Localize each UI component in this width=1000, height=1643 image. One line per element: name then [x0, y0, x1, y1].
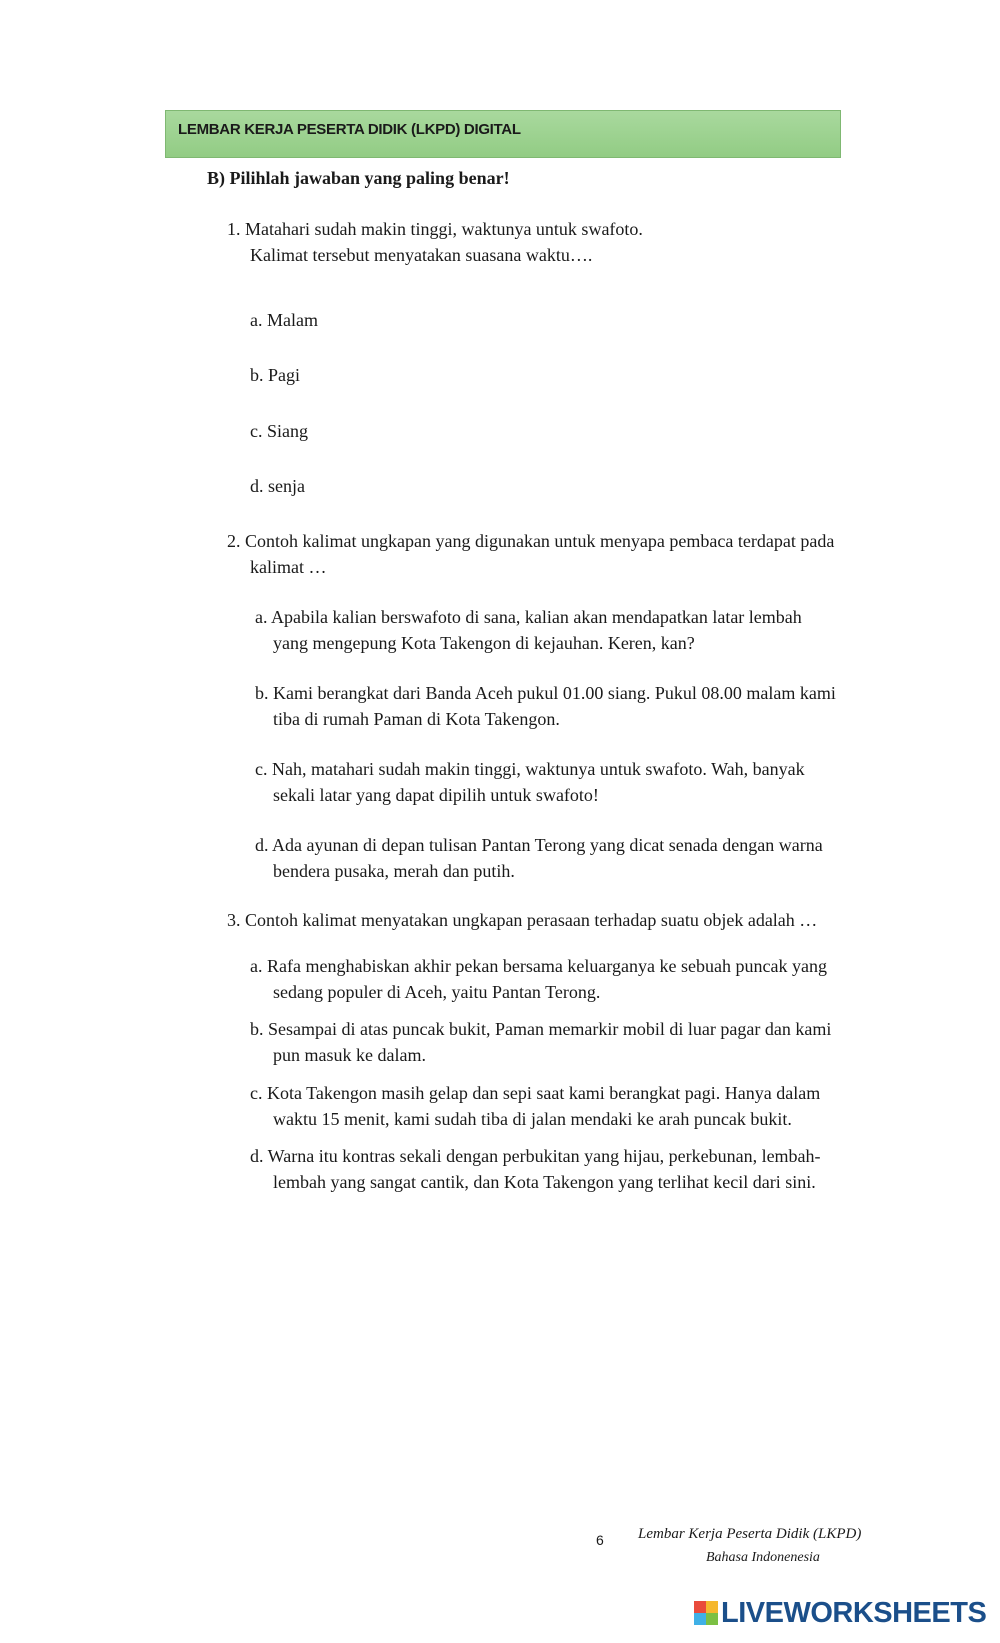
liveworksheets-text: LIVEWORKSHEETS: [721, 1596, 987, 1629]
question-1-option-c[interactable]: c. Siang: [250, 421, 308, 441]
liveworksheets-watermark[interactable]: [694, 1596, 986, 1630]
question-3-option-c-line-2: waktu 15 menit, kami sudah tiba di jalan mendaki ke arah puncak bukit.: [273, 1109, 792, 1129]
question-3-option-a-line-1: a. Rafa menghabiskan akhir pekan bersama keluarganya ke sebuah puncak yang: [250, 956, 827, 976]
question-2-option-d-line-1: d. Ada ayunan di depan tulisan Pantan Terong yang dicat senada dengan warna: [255, 835, 823, 855]
page-number: 6: [596, 1532, 604, 1548]
question-3-option-b-line-2: pun masuk ke dalam.: [273, 1045, 426, 1065]
question-1-option-d[interactable]: d. senja: [250, 476, 305, 496]
question-1-line-2: Kalimat tersebut menyatakan suasana waktu….: [250, 245, 593, 265]
question-2-line-2: kalimat …: [250, 557, 327, 577]
question-3-option-d-line-2: lembah yang sangat cantik, dan Kota Takengon yang terlihat kecil dari sini.: [273, 1172, 816, 1192]
question-2-option-c-line-1: c. Nah, matahari sudah makin tinggi, waktunya untuk swafoto. Wah, banyak: [255, 759, 805, 779]
section-instruction: B) Pilihlah jawaban yang paling benar!: [207, 168, 510, 188]
question-3-line-1: 3. Contoh kalimat menyatakan ungkapan perasaan terhadap suatu objek adalah …: [227, 910, 818, 930]
lkpd-header-title: LEMBAR KERJA PESERTA DIDIK (LKPD) DIGITAL: [178, 121, 521, 138]
question-2-line-1: 2. Contoh kalimat ungkapan yang digunakan untuk menyapa pembaca terdapat pada: [227, 531, 835, 551]
question-1-option-a[interactable]: a. Malam: [250, 310, 318, 330]
question-3-option-a-line-2: sedang populer di Aceh, yaitu Pantan Terong.: [273, 982, 601, 1002]
question-2-option-b-line-2: tiba di rumah Paman di Kota Takengon.: [273, 709, 560, 729]
question-1-option-b[interactable]: b. Pagi: [250, 365, 301, 385]
question-2-option-b-line-1: b. Kami berangkat dari Banda Aceh pukul 01.00 siang. Pukul 08.00 malam kami: [255, 683, 836, 703]
question-2-option-a-line-1: a. Apabila kalian berswafoto di sana, kalian akan mendapatkan latar lembah: [255, 607, 802, 627]
footer-title-line-2: Bahasa Indonenesia: [706, 1550, 820, 1565]
question-3-option-b-line-1: b. Sesampai di atas puncak bukit, Paman memarkir mobil di luar pagar dan kami: [250, 1019, 832, 1039]
question-2-option-c-line-2: sekali latar yang dapat dipilih untuk swafoto!: [273, 785, 599, 805]
question-2-option-d-line-2: bendera pusaka, merah dan putih.: [273, 861, 515, 881]
question-2-option-a-line-2: yang mengepung Kota Takengon di kejauhan. Keren, kan?: [273, 633, 695, 653]
lkpd-header-bar: [165, 110, 841, 158]
footer-title-line-1: Lembar Kerja Peserta Didik (LKPD): [638, 1526, 862, 1542]
question-3-option-c-line-1: c. Kota Takengon masih gelap dan sepi saat kami berangkat pagi. Hanya dalam: [250, 1083, 821, 1103]
liveworksheets-logo-icon: [694, 1601, 718, 1625]
question-3-option-d-line-1: d. Warna itu kontras sekali dengan perbukitan yang hijau, perkebunan, lembah-: [250, 1146, 821, 1166]
question-1-line-1: 1. Matahari sudah makin tinggi, waktunya untuk swafoto.: [227, 219, 643, 239]
